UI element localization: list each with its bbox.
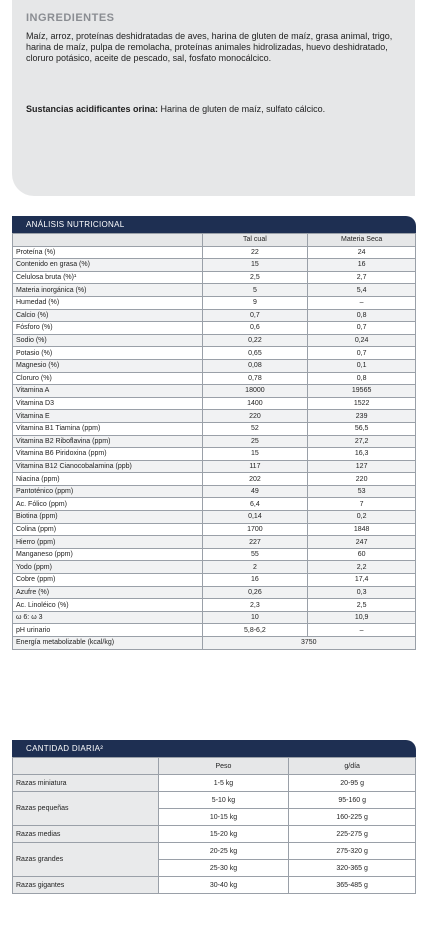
column-header: g/día: [289, 758, 416, 775]
as-fed-value: 202: [202, 473, 308, 486]
as-fed-value: 2,5: [202, 271, 308, 284]
energy-value: 3750: [202, 637, 415, 650]
nutrient-name: Hierro (ppm): [13, 536, 203, 549]
weight-range: 15-20 kg: [158, 826, 289, 843]
table-row: [13, 397, 416, 410]
grams-per-day: 160-225 g: [289, 809, 416, 826]
dry-matter-value: 17,4: [308, 574, 416, 587]
table-row: [13, 410, 416, 423]
nutrient-name: Niacina (ppm): [13, 473, 203, 486]
nutritional-analysis-header: [12, 216, 416, 233]
table-row: [13, 624, 416, 637]
daily-amount-title: CANTIDAD DIARIA²: [26, 744, 104, 753]
dry-matter-value: 0,7: [308, 322, 416, 335]
column-header: Tal cual: [202, 234, 308, 247]
dry-matter-value: 56,5: [308, 422, 416, 435]
nutrient-name: Vitamina D3: [13, 397, 203, 410]
table-row: [13, 775, 416, 792]
as-fed-value: 18000: [202, 385, 308, 398]
nutritional-analysis-title: ANÁLISIS NUTRICIONAL: [26, 220, 125, 229]
weight-range: 30-40 kg: [158, 877, 289, 894]
table-row: [13, 347, 416, 360]
breed-size-label: Razas gigantes: [13, 877, 159, 894]
nutritional-analysis-table: [12, 233, 416, 650]
acidifying-text: Harina de gluten de maíz, sulfato cálcico.: [158, 104, 326, 114]
table-row: [13, 334, 416, 347]
nutrient-name: Proteína (%): [13, 246, 203, 259]
grams-per-day: 95-160 g: [289, 792, 416, 809]
dry-matter-value: 16: [308, 259, 416, 272]
as-fed-value: 0,26: [202, 586, 308, 599]
as-fed-value: 16: [202, 574, 308, 587]
nutrient-name: pH urinario: [13, 624, 203, 637]
table-row: [13, 548, 416, 561]
as-fed-value: 0,08: [202, 359, 308, 372]
acidifying-label: Sustancias acidificantes orina:: [26, 104, 159, 114]
as-fed-value: 52: [202, 422, 308, 435]
table-row: [13, 586, 416, 599]
breed-size-label: Razas grandes: [13, 843, 159, 877]
nutrient-name: Humedad (%): [13, 296, 203, 309]
dry-matter-value: 127: [308, 460, 416, 473]
nutrient-name: Cloruro (%): [13, 372, 203, 385]
as-fed-value: 22: [202, 246, 308, 259]
dry-matter-value: 19565: [308, 385, 416, 398]
dry-matter-value: 2,2: [308, 561, 416, 574]
nutrient-name: Vitamina B12 Cianocobalamina (ppb): [13, 460, 203, 473]
dry-matter-value: 10,9: [308, 611, 416, 624]
grams-per-day: 225-275 g: [289, 826, 416, 843]
nutrient-name: Pantoténico (ppm): [13, 485, 203, 498]
nutrient-name: ω 6: ω 3: [13, 611, 203, 624]
as-fed-value: 5: [202, 284, 308, 297]
dry-matter-value: –: [308, 624, 416, 637]
dry-matter-value: 220: [308, 473, 416, 486]
grams-per-day: 365-485 g: [289, 877, 416, 894]
as-fed-value: 15: [202, 259, 308, 272]
table-row: [13, 498, 416, 511]
grams-per-day: 320-365 g: [289, 860, 416, 877]
grams-per-day: 275-320 g: [289, 843, 416, 860]
nutrient-name: Colina (ppm): [13, 523, 203, 536]
weight-range: 20-25 kg: [158, 843, 289, 860]
dry-matter-value: 60: [308, 548, 416, 561]
weight-range: 10-15 kg: [158, 809, 289, 826]
grams-per-day: 20-95 g: [289, 775, 416, 792]
dry-matter-value: 2,7: [308, 271, 416, 284]
table-row: [13, 511, 416, 524]
nutrient-name: Biotina (ppm): [13, 511, 203, 524]
table-row: [13, 826, 416, 843]
nutrient-name: Materia inorgánica (%): [13, 284, 203, 297]
table-header-row: [13, 758, 416, 775]
nutrient-name: Calcio (%): [13, 309, 203, 322]
energy-row: [13, 637, 416, 650]
table-row: [13, 611, 416, 624]
dry-matter-value: 0,8: [308, 309, 416, 322]
dry-matter-value: 24: [308, 246, 416, 259]
weight-range: 25-30 kg: [158, 860, 289, 877]
nutrient-name: Azufre (%): [13, 586, 203, 599]
as-fed-value: 0,78: [202, 372, 308, 385]
table-row: [13, 792, 416, 809]
as-fed-value: 49: [202, 485, 308, 498]
weight-range: 1-5 kg: [158, 775, 289, 792]
ingredients-title: INGREDIENTES: [26, 12, 115, 24]
table-row: [13, 246, 416, 259]
table-row: [13, 435, 416, 448]
breed-size-label: Razas medias: [13, 826, 159, 843]
column-header: Materia Seca: [308, 234, 416, 247]
nutrient-name: Vitamina B1 Tiamina (ppm): [13, 422, 203, 435]
column-header: [13, 758, 159, 775]
as-fed-value: 220: [202, 410, 308, 423]
dry-matter-value: 2,5: [308, 599, 416, 612]
as-fed-value: 5,8-6,2: [202, 624, 308, 637]
as-fed-value: 1700: [202, 523, 308, 536]
as-fed-value: 10: [202, 611, 308, 624]
table-row: [13, 309, 416, 322]
nutrient-name: Manganeso (ppm): [13, 548, 203, 561]
nutrient-name: Potasio (%): [13, 347, 203, 360]
table-row: [13, 271, 416, 284]
table-row: [13, 561, 416, 574]
dry-matter-value: 53: [308, 485, 416, 498]
dry-matter-value: 7: [308, 498, 416, 511]
as-fed-value: 0,6: [202, 322, 308, 335]
nutrient-name: Vitamina A: [13, 385, 203, 398]
table-row: [13, 843, 416, 860]
as-fed-value: 1400: [202, 397, 308, 410]
dry-matter-value: –: [308, 296, 416, 309]
table-row: [13, 284, 416, 297]
as-fed-value: 6,4: [202, 498, 308, 511]
nutrient-name: Yodo (ppm): [13, 561, 203, 574]
as-fed-value: 15: [202, 448, 308, 461]
as-fed-value: 25: [202, 435, 308, 448]
column-header: [13, 234, 203, 247]
table-row: [13, 877, 416, 894]
breed-size-label: Razas miniatura: [13, 775, 159, 792]
nutrient-name: Vitamina B6 Piridoxina (ppm): [13, 448, 203, 461]
as-fed-value: 9: [202, 296, 308, 309]
dry-matter-value: 5,4: [308, 284, 416, 297]
table-row: [13, 359, 416, 372]
nutrient-name: Vitamina E: [13, 410, 203, 423]
daily-amount-header: [12, 740, 416, 757]
daily-amount-table: [12, 757, 416, 894]
nutrient-name: Magnesio (%): [13, 359, 203, 372]
table-row: [13, 536, 416, 549]
ingredients-panel: [12, 0, 415, 196]
table-row: [13, 523, 416, 536]
table-row: [13, 448, 416, 461]
dry-matter-value: 239: [308, 410, 416, 423]
table-row: [13, 574, 416, 587]
as-fed-value: 0,7: [202, 309, 308, 322]
as-fed-value: 0,22: [202, 334, 308, 347]
as-fed-value: 117: [202, 460, 308, 473]
table-header-row: [13, 234, 416, 247]
dry-matter-value: 0,8: [308, 372, 416, 385]
breed-size-label: Razas pequeñas: [13, 792, 159, 826]
table-row: [13, 422, 416, 435]
ingredients-text: Maíz, arroz, proteínas deshidratadas de aves, harina de gluten de maíz, grasa animal, trigo, harina de maíz, pulpa de remolacha, proteínas animales hidrolizadas, huevo deshidratado, cloruro potásico, aceite de pescado, sal, fosfato monocálcico.: [26, 31, 393, 63]
table-row: [13, 485, 416, 498]
nutrient-name: Vitamina B2 Riboflavina (ppm): [13, 435, 203, 448]
nutrient-name: Celulosa bruta (%)¹: [13, 271, 203, 284]
acidifying-substances: [26, 104, 408, 115]
table-row: [13, 372, 416, 385]
weight-range: 5-10 kg: [158, 792, 289, 809]
nutrient-name: Ac. Fólico (ppm): [13, 498, 203, 511]
table-row: [13, 385, 416, 398]
as-fed-value: 2: [202, 561, 308, 574]
table-row: [13, 473, 416, 486]
nutrient-name: Cobre (ppm): [13, 574, 203, 587]
column-header: Peso: [158, 758, 289, 775]
table-row: [13, 322, 416, 335]
dry-matter-value: 0,2: [308, 511, 416, 524]
table-row: [13, 599, 416, 612]
dry-matter-value: 0,1: [308, 359, 416, 372]
table-row: [13, 460, 416, 473]
dry-matter-value: 247: [308, 536, 416, 549]
nutrient-name: Fósforo (%): [13, 322, 203, 335]
nutrient-name: Ac. Linoléico (%): [13, 599, 203, 612]
table-row: [13, 296, 416, 309]
as-fed-value: 2,3: [202, 599, 308, 612]
dry-matter-value: 27,2: [308, 435, 416, 448]
energy-label: Energía metabolizable (kcal/kg): [13, 637, 203, 650]
dry-matter-value: 0,24: [308, 334, 416, 347]
nutrient-name: Contenido en grasa (%): [13, 259, 203, 272]
table-row: [13, 259, 416, 272]
dry-matter-value: 16,3: [308, 448, 416, 461]
as-fed-value: 55: [202, 548, 308, 561]
as-fed-value: 0,65: [202, 347, 308, 360]
dry-matter-value: 0,3: [308, 586, 416, 599]
dry-matter-value: 0,7: [308, 347, 416, 360]
dry-matter-value: 1848: [308, 523, 416, 536]
as-fed-value: 227: [202, 536, 308, 549]
dry-matter-value: 1522: [308, 397, 416, 410]
as-fed-value: 0,14: [202, 511, 308, 524]
nutrient-name: Sodio (%): [13, 334, 203, 347]
